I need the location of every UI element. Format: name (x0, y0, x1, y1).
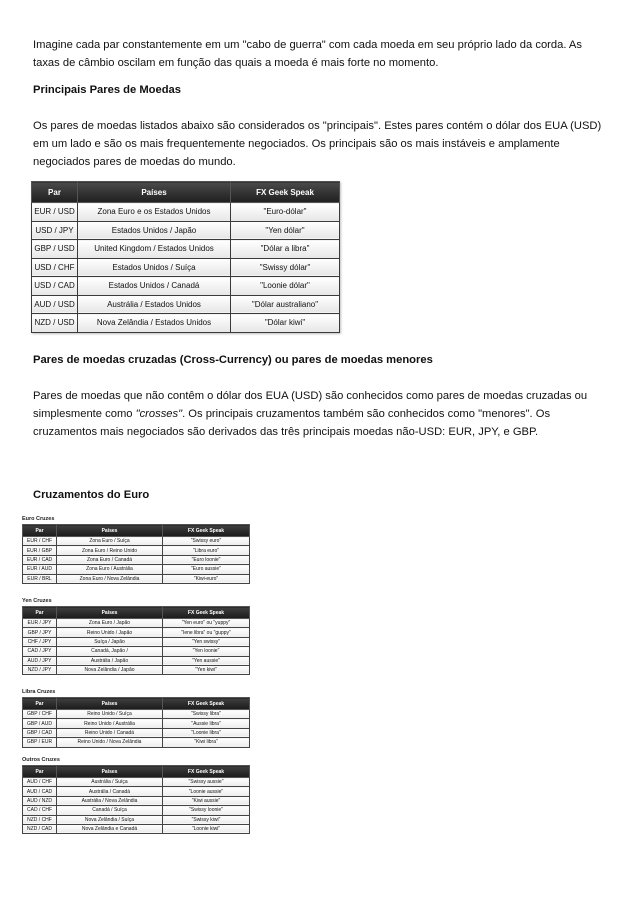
cell-par: EUR / AUD (23, 565, 57, 574)
table-row (23, 555, 250, 564)
cell-paises: Zona Euro / Austrália (57, 565, 163, 574)
outros-cruzes-title: Outros Cruzes (22, 757, 60, 763)
principais-paragraph: Os pares de moedas listados abaixo são considerados os "principais". Estes pares contém o dólar dos EUA (USD) em um lado e são os mais frequentemente negociados. Os principais são os mais instáveis e amplamente negociados pares de moedas do mundo. (33, 120, 602, 168)
table-header-row (32, 182, 340, 203)
cell-paises: Nova Zelândia / Japão (57, 665, 163, 674)
cell-fx-geek-speak: "Swissy euro" (163, 537, 250, 546)
cell-par: AUD / CHF (23, 778, 57, 787)
cell-paises: Nova Zelândia / Suíça (57, 815, 163, 824)
cell-par: AUD / CAD (23, 787, 57, 796)
table-header-row (23, 607, 250, 619)
cell-paises: United Kingdom / Estados Unidos (78, 240, 231, 259)
cell-paises: Austrália / Nova Zelândia (57, 796, 163, 805)
cell-par: EUR / JPY (23, 619, 57, 628)
crosses-term: "crosses" (135, 408, 183, 420)
cell-par: USD / JPY (32, 221, 78, 240)
table-row (23, 665, 250, 674)
header-paises: Países (57, 607, 163, 619)
cell-par: EUR / CHF (23, 537, 57, 546)
libra-cruzes-title: Libra Cruzes (22, 689, 56, 695)
table-header-row (23, 525, 250, 537)
cell-fx-geek-speak: "Dólar australiano" (231, 295, 340, 314)
cruzadas-text-after: . Os principais cruzamentos também são conhecidos como "menores". Os cruzamentos mais negociados são derivados das três principais moedas não-USD: EUR, JPY, e GBP. (33, 408, 551, 438)
cell-fx-geek-speak: "Swissy libra" (163, 710, 250, 719)
cruzadas-paragraph (33, 387, 603, 441)
cell-paises: Nova Zelândia e Canadá (57, 824, 163, 833)
euro-cruzes-table (22, 524, 250, 584)
cell-fx-geek-speak: "Kiwi-euro" (163, 574, 250, 583)
yen-cruzes-block (22, 597, 252, 675)
cell-paises: Austrália / Estados Unidos (78, 295, 231, 314)
table-row (23, 656, 250, 665)
cruzadas-heading: Pares de moedas cruzadas (Cross-Currency) ou pares de moedas menores (33, 354, 433, 366)
table-row (23, 778, 250, 787)
header-fx-geek-speak: FX Geek Speak (163, 766, 250, 778)
cell-fx-geek-speak: "Swissy dólar" (231, 258, 340, 277)
table-header-row (23, 698, 250, 710)
cell-par: EUR / CAD (23, 555, 57, 564)
cell-fx-geek-speak: "Kiwi aussie" (163, 796, 250, 805)
cell-paises: Suíça / Japão (57, 637, 163, 646)
table-row (23, 619, 250, 628)
principais-table (31, 181, 340, 333)
cell-fx-geek-speak: "Yen kiwi" (163, 665, 250, 674)
cell-paises: Reino Unido / Japão (57, 628, 163, 637)
cell-par: EUR / USD (32, 203, 78, 222)
cell-paises: Reino Unido / Austrália (57, 719, 163, 728)
header-par: Par (23, 607, 57, 619)
cell-fx-geek-speak: "Loonie libra" (163, 728, 250, 737)
cell-par: EUR / GBP (23, 546, 57, 555)
cell-par: CAD / CHF (23, 806, 57, 815)
header-par: Par (32, 182, 78, 203)
cell-fx-geek-speak: "Libra euro" (163, 546, 250, 555)
header-par: Par (23, 698, 57, 710)
table-row (23, 728, 250, 737)
cell-fx-geek-speak: "Aussie libra" (163, 719, 250, 728)
yen-cruzes-table (22, 606, 250, 675)
header-fx-geek-speak: FX Geek Speak (163, 607, 250, 619)
cell-par: AUD / USD (32, 295, 78, 314)
cell-par: USD / CHF (32, 258, 78, 277)
header-fx-geek-speak: FX Geek Speak (231, 182, 340, 203)
cell-paises: Reino Unido / Canadá (57, 728, 163, 737)
euro-cruzes-title: Euro Cruzes (22, 516, 55, 522)
cell-par: GBP / CAD (23, 728, 57, 737)
principais-heading: Principais Pares de Moedas (33, 84, 181, 96)
cell-par: CAD / JPY (23, 647, 57, 656)
cell-par: NZD / CAD (23, 824, 57, 833)
intro-paragraph: Imagine cada par constantemente em um "cabo de guerra" com cada moeda em seu próprio lado da corda. As taxas de câmbio oscilam em função das quais a moeda é mais forte no momento. (33, 39, 582, 69)
table-header-row (23, 766, 250, 778)
cell-paises: Austrália / Suíça (57, 778, 163, 787)
table-row (32, 221, 340, 240)
table-row (23, 565, 250, 574)
cell-par: NZD / JPY (23, 665, 57, 674)
libra-cruzes-table (22, 697, 250, 748)
yen-cruzes-title: Yen Cruzes (22, 598, 52, 604)
cell-fx-geek-speak: "Iene libra" ou "guppy" (163, 628, 250, 637)
cell-paises: Canadá / Suíça (57, 806, 163, 815)
outros-cruzes-block (22, 756, 252, 834)
header-paises: Países (57, 766, 163, 778)
cell-fx-geek-speak: "Yen aussie" (163, 656, 250, 665)
cell-par: EUR / BRL (23, 574, 57, 583)
cell-fx-geek-speak: "Dólar kiwi" (231, 314, 340, 333)
cell-fx-geek-speak: "Euro aussie" (163, 565, 250, 574)
cell-fx-geek-speak: "Loonie aussie" (163, 787, 250, 796)
cell-paises: Estados Unidos / Japão (78, 221, 231, 240)
cell-paises: Canadá, Japão / (57, 647, 163, 656)
cell-fx-geek-speak: "Yen dólar" (231, 221, 340, 240)
table-row (23, 546, 250, 555)
cell-fx-geek-speak: "Swissy aussie" (163, 778, 250, 787)
table-row (23, 574, 250, 583)
cell-paises: Zona Euro / Nova Zelândia (57, 574, 163, 583)
cell-paises: Austrália / Japão (57, 656, 163, 665)
table-row (32, 258, 340, 277)
cell-paises: Reino Unido / Nova Zelândia (57, 738, 163, 747)
cell-par: AUD / NZD (23, 796, 57, 805)
outros-cruzes-table (22, 765, 250, 834)
cell-paises: Zona Euro / Canadá (57, 555, 163, 564)
table-row (23, 796, 250, 805)
header-fx-geek-speak: FX Geek Speak (163, 698, 250, 710)
cell-par: NZD / USD (32, 314, 78, 333)
cell-paises: Austrália / Canadá (57, 787, 163, 796)
header-paises: Países (78, 182, 231, 203)
cell-fx-geek-speak: "Loonie dólar" (231, 277, 340, 296)
cell-par: AUD / JPY (23, 656, 57, 665)
header-paises: Países (57, 698, 163, 710)
header-fx-geek-speak: FX Geek Speak (163, 525, 250, 537)
table-row (23, 815, 250, 824)
cell-fx-geek-speak: "Yen swissy" (163, 637, 250, 646)
cell-paises: Estados Unidos / Canadá (78, 277, 231, 296)
cell-par: CHF / JPY (23, 637, 57, 646)
libra-cruzes-block (22, 688, 252, 748)
table-row (32, 295, 340, 314)
cell-paises: Zona Euro e os Estados Unidos (78, 203, 231, 222)
cell-fx-geek-speak: "Yen loonie" (163, 647, 250, 656)
cell-par: GBP / AUD (23, 719, 57, 728)
cell-par: NZD / CHF (23, 815, 57, 824)
cruzadas-text-before: Pares de moedas que não contêm o dólar dos EUA (USD) são conhecidos como pares de moedas cruzadas ou simplesmente como (33, 390, 588, 420)
cell-fx-geek-speak: "Dólar a libra" (231, 240, 340, 259)
cell-par: GBP / CHF (23, 710, 57, 719)
table-row (23, 738, 250, 747)
cell-paises: Zona Euro / Japão (57, 619, 163, 628)
euro-cruzes-block (22, 515, 252, 584)
euro-section-heading: Cruzamentos do Euro (33, 489, 150, 501)
table-row (32, 314, 340, 333)
table-row (32, 203, 340, 222)
cell-paises: Estados Unidos / Suíça (78, 258, 231, 277)
table-row (32, 277, 340, 296)
cell-paises: Zona Euro / Reino Unido (57, 546, 163, 555)
cell-fx-geek-speak: "Yen euro" ou "yuppy" (163, 619, 250, 628)
table-row (23, 806, 250, 815)
header-par: Par (23, 766, 57, 778)
cell-par: GBP / JPY (23, 628, 57, 637)
table-row (23, 637, 250, 646)
table-row (23, 719, 250, 728)
table-row (23, 647, 250, 656)
cell-paises: Zona Euro / Suíça (57, 537, 163, 546)
header-paises: Países (57, 525, 163, 537)
cell-paises: Nova Zelândia / Estados Unidos (78, 314, 231, 333)
cell-fx-geek-speak: "Loonie kiwi" (163, 824, 250, 833)
cell-par: GBP / EUR (23, 738, 57, 747)
cell-par: GBP / USD (32, 240, 78, 259)
cell-fx-geek-speak: "Euro loonie" (163, 555, 250, 564)
cell-fx-geek-speak: "Euro-dólar" (231, 203, 340, 222)
cell-paises: Reino Unido / Suíça (57, 710, 163, 719)
cell-fx-geek-speak: "Kiwi libra" (163, 738, 250, 747)
table-row (23, 787, 250, 796)
table-row (23, 628, 250, 637)
cell-fx-geek-speak: "Swissy kiwi" (163, 815, 250, 824)
cell-par: USD / CAD (32, 277, 78, 296)
table-row (32, 240, 340, 259)
cell-fx-geek-speak: "Swissy loonie" (163, 806, 250, 815)
table-row (23, 710, 250, 719)
header-par: Par (23, 525, 57, 537)
table-row (23, 537, 250, 546)
table-row (23, 824, 250, 833)
